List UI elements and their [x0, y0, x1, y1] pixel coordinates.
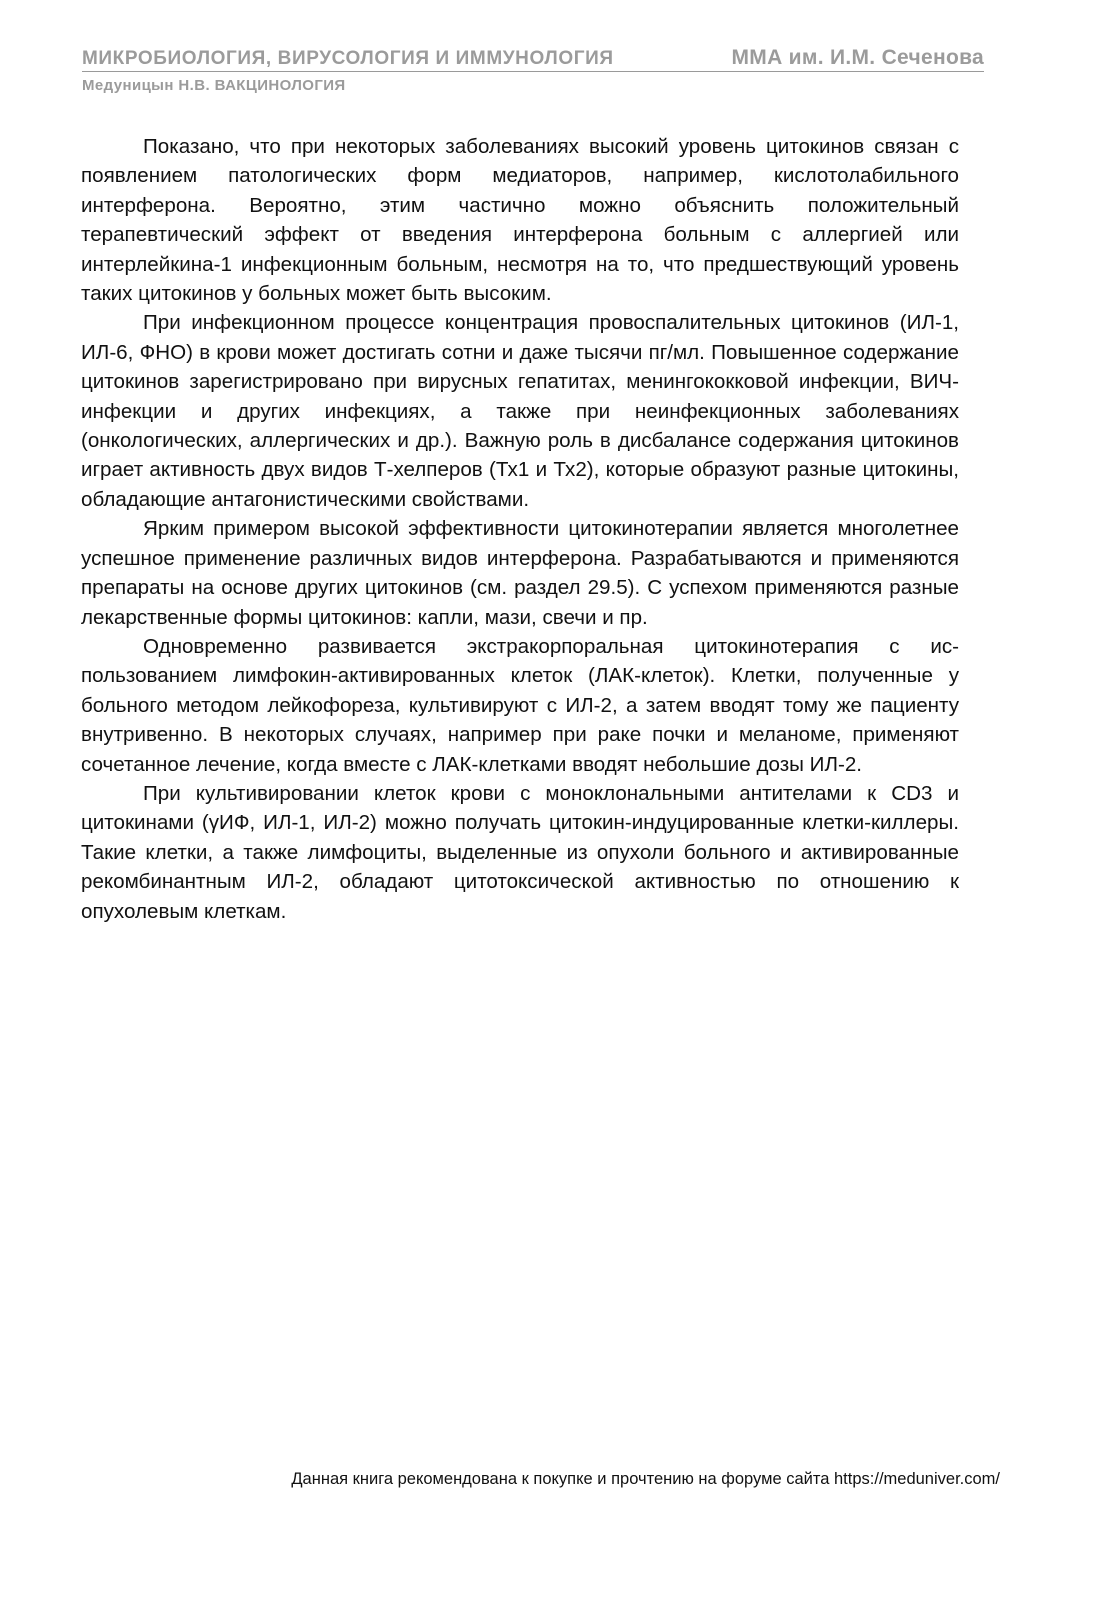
paragraph: Показано, что при некоторых заболеваниях высокий уровень цитокинов связан с появлением патологических форм медиаторов, например, кислотолабильного интерферона. Вероятно, этим частично можно объяснить положительный терапевтический эффект от введения интерферона больным с аллергией или интерлейкина-1 инфекционным больным, несмотря на то, что предшествующий уровень таких цитокинов у больных может быть высоким.	[81, 135, 959, 306]
paragraph: При инфекционном процессе концентрация провоспалительных цитокинов (ИЛ-1, ИЛ-6, ФНО) в крови может достигать сотни и даже тысячи пг/мл. Повышенное содержание цитокинов зарегистрировано при вирусных гепатитах, менингококковой инфекции, ВИЧ-инфекции и других инфекциях, а также при неинфекционных заболеваниях (онкологических, аллергических и др.). Важную роль в дисбалансе содержания цитокинов играет активность двух видов Т-хелперов (Тх1 и Тх2), которые образуют разные цитокины, обладающие антагонистическими свойствами.	[81, 311, 959, 511]
institution-title: ММА им. И.М. Сеченова	[731, 46, 984, 69]
paragraph: Ярким примером высокой эффективности цитокинотерапии является многолетнее успешное применение различных видов интерферона. Разрабатываются и применяются препараты на основе других цитокинов (см. раздел 29.5). С успехом применяются разные лекарственные формы цитокинов: капли, мази, свечи и пр.	[81, 517, 959, 629]
page-header	[82, 46, 984, 94]
body-text	[81, 132, 959, 926]
paragraph: При культивировании клеток крови с моноклональными антителами к CD3 и цитокинами (γИФ, ИЛ-1, ИЛ-2) можно получать цитокин-индуцированные клетки-киллеры. Такие клетки, а также лимфоциты, выделенные из опухоли больного и активированные рекомбинантным ИЛ-2, обладают цитотоксической активностью по отношению к опухолевым клеткам.	[81, 781, 959, 923]
author-book-title: Медуницын Н.В. ВАКЦИНОЛОГИЯ	[82, 77, 346, 94]
footer-note: Данная книга рекомендована к покупке и прочтению на форуме сайта https://meduniver.com/	[291, 1470, 1000, 1488]
paragraph: Одновременно развивается экстракорпоральная цитокинотерапия с использованием лимфокин-активированных клеток (ЛАК-клеток). Клетки, полученные у больного методом лейкофореза, культивируют с ИЛ-2, а затем вводят тому же пациенту внутривенно. В некоторых случаях, например при раке почки и меланоме, применяют сочетанное лечение, когда вместе с ЛАК-клетками вводят небольшие дозы ИЛ-2.	[81, 634, 959, 776]
subject-title: МИКРОБИОЛОГИЯ, ВИРУСОЛОГИЯ И ИММУНОЛОГИЯ	[82, 48, 614, 69]
running-header	[82, 46, 984, 72]
